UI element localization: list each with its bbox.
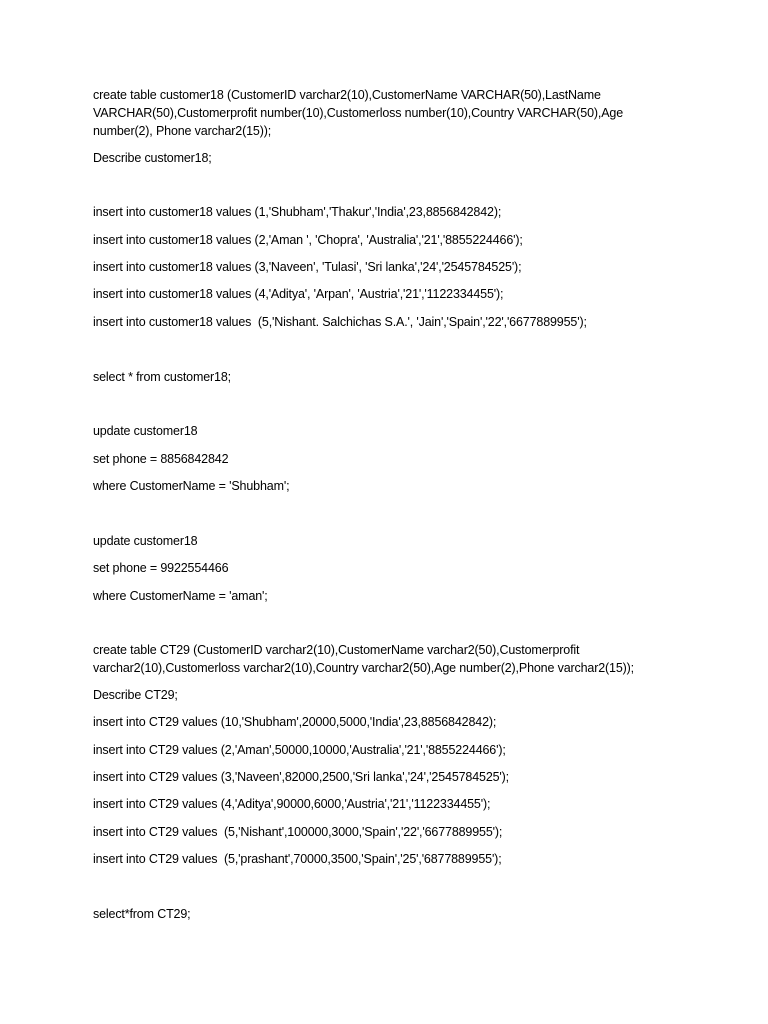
text-line: VARCHAR(50),Customerprofit number(10),Customerloss number(10),Country VARCHAR(50),Age <box>93 106 624 120</box>
text-line: Describe customer18; <box>93 151 212 165</box>
text-line: create table CT29 (CustomerID varchar2(10),CustomerName varchar2(50),Customerprofit <box>93 643 580 657</box>
text-line: varchar2(10),Customerloss varchar2(10),Country varchar2(50),Age number(2),Phone varchar2(15)); <box>93 661 634 675</box>
text-line: insert into CT29 values (2,'Aman',50000,10000,'Australia','21','8855224466'); <box>93 743 506 757</box>
text-line: insert into CT29 values (5,'Nishant',100000,3000,'Spain','22','6677889955'); <box>93 825 503 839</box>
text-line: number(2), Phone varchar2(15)); <box>93 124 272 138</box>
text-line: insert into customer18 values (5,'Nishant. Salchichas S.A.', 'Jain','Spain','22','6677889955'); <box>93 315 587 329</box>
text-line: set phone = 8856842842 <box>93 452 229 466</box>
text-line: insert into customer18 values (2,'Aman ', 'Chopra', 'Australia','21','8855224466'); <box>93 233 523 247</box>
text-line: update customer18 <box>93 424 198 438</box>
text-line: select * from customer18; <box>93 370 231 384</box>
text-line: insert into customer18 values (3,'Naveen', 'Tulasi', 'Sri lanka','24','2545784525'); <box>93 260 522 274</box>
text-line: insert into CT29 values (3,'Naveen',82000,2500,'Sri lanka','24','2545784525'); <box>93 770 509 784</box>
text-line: Describe CT29; <box>93 688 178 702</box>
text-line: insert into customer18 values (4,'Aditya', 'Arpan', 'Austria','21','1122334455'); <box>93 287 504 301</box>
text-line: create table customer18 (CustomerID varchar2(10),CustomerName VARCHAR(50),LastName <box>93 88 601 102</box>
text-line: insert into CT29 values (5,'prashant',70000,3500,'Spain','25','6877889955'); <box>93 852 502 866</box>
text-line: insert into customer18 values (1,'Shubham','Thakur','India',23,8856842842); <box>93 205 502 219</box>
text-line: update customer18 <box>93 534 198 548</box>
text-line: select*from CT29; <box>93 907 191 921</box>
text-line: where CustomerName = 'Shubham'; <box>93 479 290 493</box>
text-line: set phone = 9922554466 <box>93 561 229 575</box>
text-line: insert into CT29 values (10,'Shubham',20000,5000,'India',23,8856842842); <box>93 715 497 729</box>
text-line: insert into CT29 values (4,'Aditya',90000,6000,'Austria','21','1122334455'); <box>93 797 491 811</box>
text-line: where CustomerName = 'aman'; <box>93 589 268 603</box>
